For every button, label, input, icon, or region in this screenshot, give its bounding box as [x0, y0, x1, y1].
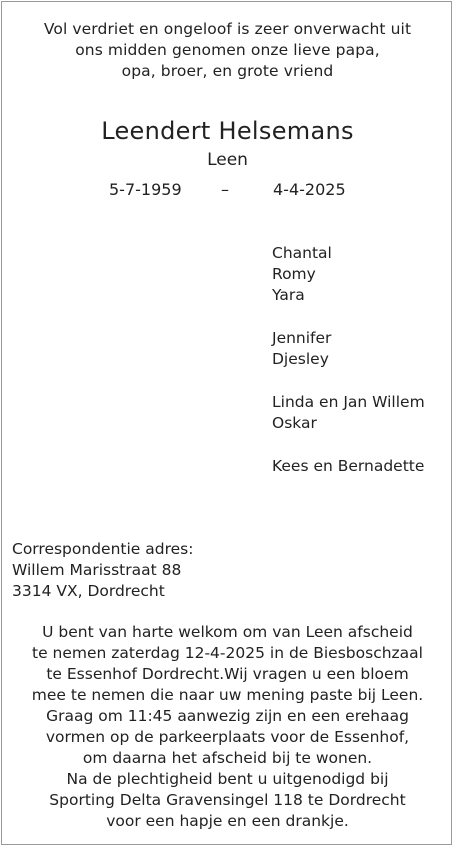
address-heading: Correspondentie adres:: [12, 540, 194, 558]
opening-line: ons midden genomen onze lieve papa,: [75, 41, 380, 59]
closing-line: Na de plechtigheid bent u uitgenodigd bij: [66, 770, 389, 788]
death-date: 4-4-2025: [273, 180, 346, 199]
family-group: [272, 392, 425, 434]
family-member: Chantal: [272, 244, 332, 262]
closing-line: Graag om 11:45 aanwezig zijn en een erehaag: [46, 707, 409, 725]
family-list: [272, 243, 425, 499]
birth-date: 5-7-1959: [109, 180, 182, 199]
family-member: Djesley: [272, 350, 329, 368]
deceased-name: Leendert Helsemans: [101, 117, 354, 145]
family-member: Yara: [272, 286, 305, 304]
opening-line: Vol verdriet en ongeloof is zeer onverwacht uit: [43, 20, 412, 38]
closing-line: Sporting Delta Gravensingel 118 te Dordrecht: [49, 791, 406, 809]
closing-line: om daarna het afscheid bij te wonen.: [82, 749, 373, 767]
family-member: Romy: [272, 265, 316, 283]
closing-line: voor een hapje en een drankje.: [106, 812, 349, 830]
closing-line: mee te nemen die naar uw mening paste bij Leen.: [31, 686, 424, 704]
family-member: Kees en Bernadette: [272, 457, 425, 475]
closing-line: te Essenhof Dordrecht.Wij vragen u een bloem: [46, 665, 409, 683]
opening-line: opa, broer, en grote vriend: [121, 62, 334, 80]
family-group: [272, 243, 425, 306]
family-group: [272, 328, 425, 370]
deceased-nickname: Leen: [207, 150, 248, 170]
closing-line: te nemen zaterdag 12-4-2025 in de Biesboschzaal: [32, 644, 423, 662]
family-member: Jennifer: [272, 329, 332, 347]
closing-line: U bent van harte welkom om van Leen afscheid: [42, 623, 413, 641]
family-group: [272, 456, 425, 477]
closing-text: [0, 622, 455, 832]
address-street: Willem Marisstraat 88: [12, 561, 182, 579]
address-city: 3314 VX, Dordrecht: [12, 582, 165, 600]
family-member: Oskar: [272, 414, 317, 432]
opening-text: [0, 19, 455, 82]
closing-line: vormen op de parkeerplaats voor de Essenhof,: [45, 728, 410, 746]
correspondence-address: [12, 539, 193, 602]
family-member: Linda en Jan Willem: [272, 393, 425, 411]
date-separator: –: [221, 180, 229, 199]
